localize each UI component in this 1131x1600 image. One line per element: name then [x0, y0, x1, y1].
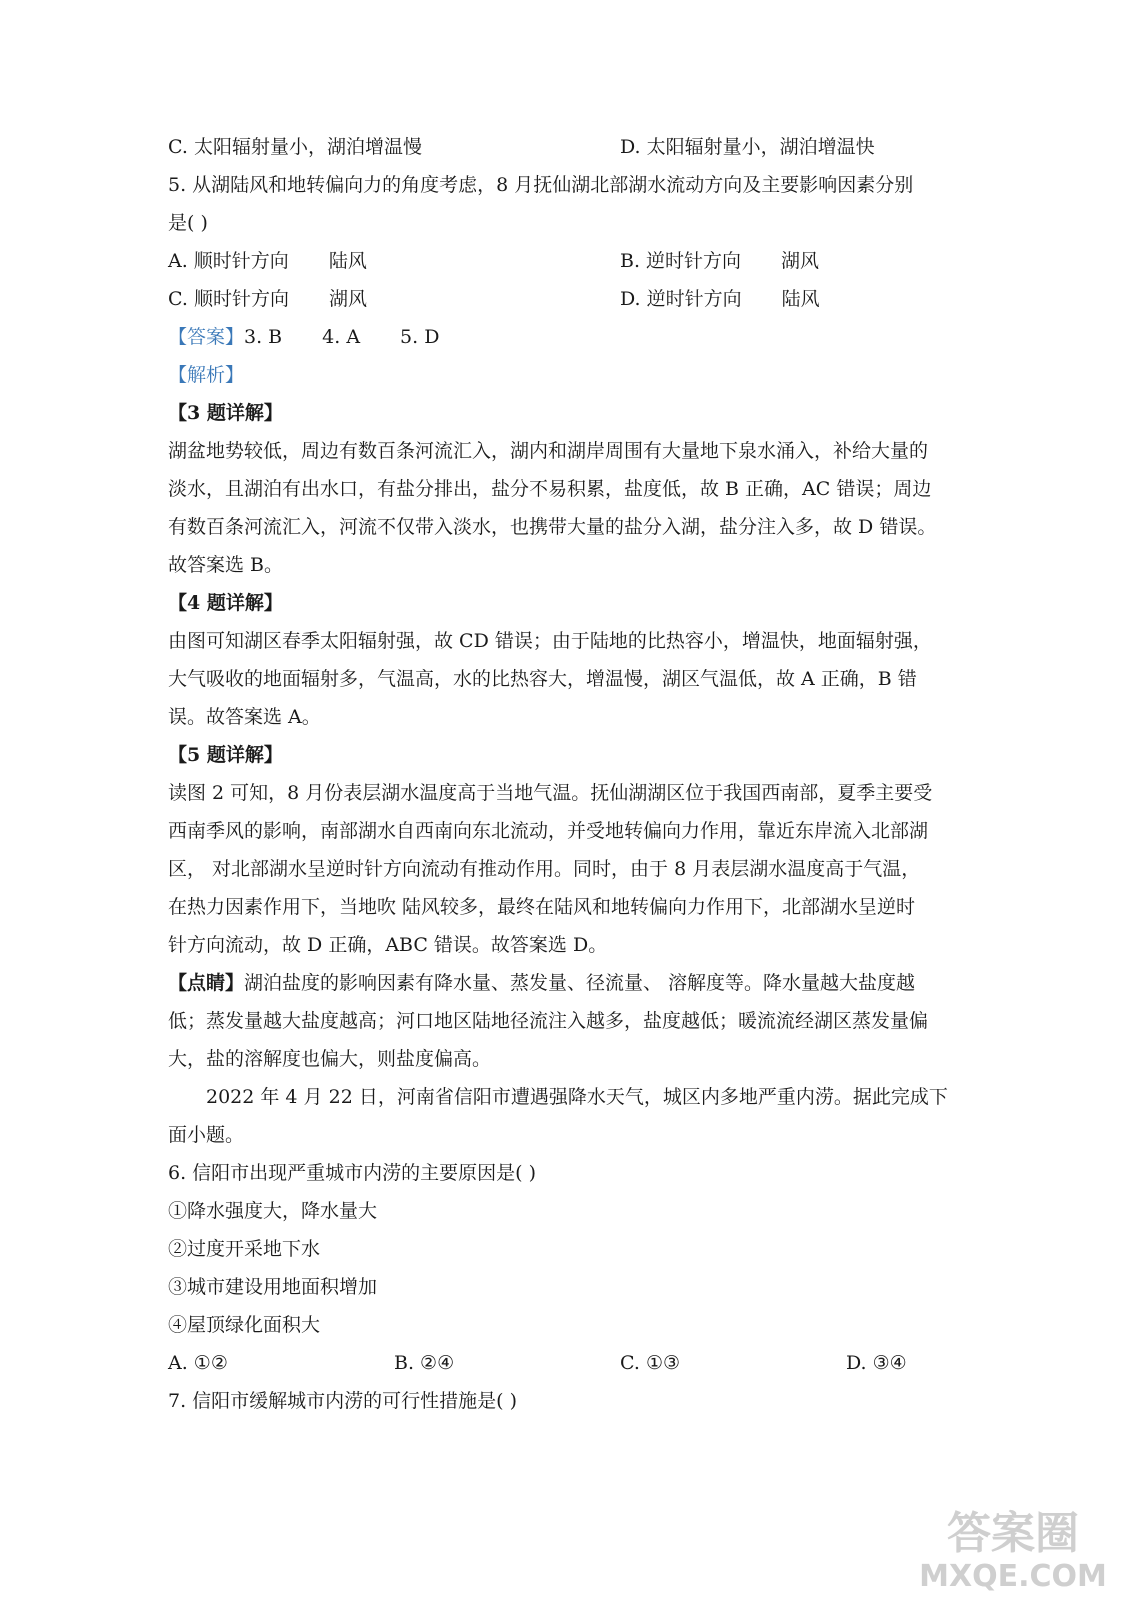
q4-detail-line: 由图可知湖区春季太阳辐射强，故 CD 错误；由于陆地的比热容小，增温快，地面辐射强， [168, 630, 932, 652]
q4-options-cd [168, 128, 958, 166]
tip-tag: 【点睛】 [168, 972, 245, 994]
tip-line-3: 大，盐的溶解度也偏大，则盐度偏高。 [168, 1048, 492, 1070]
q5-stem-line-2: 是( ) [168, 212, 208, 234]
answer-4: 4. A [322, 326, 361, 348]
analysis-tag: 【解析】 [168, 364, 245, 386]
material-line-2: 面小题。 [168, 1124, 245, 1146]
q4-detail-heading: 【4 题详解】 [168, 592, 283, 614]
q6-item: ②过度开采地下水 [168, 1238, 321, 1260]
q5-options-ab [168, 242, 958, 280]
answer-line [168, 318, 958, 356]
q5-detail-line: 读图 2 可知，8 月份表层湖水温度高于当地气温。抚仙湖湖区位于我国西南部，夏季主要受 [168, 782, 933, 804]
q6-option-a: A. ①② [168, 1352, 228, 1374]
q4-detail-line: 大气吸收的地面辐射多，气温高，水的比热容大，增温慢，湖区气温低，故 A 正确，B 错 [168, 668, 917, 690]
tip-line-2: 低；蒸发量越大盐度越高；河口地区陆地径流注入越多，盐度越低；暖流流经湖区蒸发量偏 [168, 1010, 929, 1032]
q4-detail-line: 误。故答案选 A。 [168, 706, 321, 728]
q3-detail-line: 淡水，且湖泊有出水口，有盐分排出，盐分不易积累，盐度低，故 B 正确，AC 错误；周边 [168, 478, 932, 500]
watermark-top: 答案圈 [947, 1508, 1079, 1559]
q5-detail-line: 区， 对北部湖水呈逆时针方向流动有推动作用。同时，由于 8 月表层湖水温度高于气温， [168, 858, 921, 880]
watermark-bottom: MXQE.COM [919, 1559, 1107, 1592]
q5-option-b: B. 逆时针方向 湖风 [620, 250, 820, 272]
q3-detail-line: 湖盆地势较低，周边有数百条河流汇入，湖内和湖岸周围有大量地下泉水涌入，补给大量的 [168, 440, 929, 462]
q5-option-a: A. 顺时针方向 陆风 [168, 250, 367, 272]
q4-option-c: C. 太阳辐射量小，湖泊增温慢 [168, 136, 422, 158]
q5-options-cd [168, 280, 958, 318]
q6-option-d: D. ③④ [846, 1352, 907, 1374]
q3-detail-line: 故答案选 B。 [168, 554, 284, 576]
q3-detail-line: 有数百条河流汇入，河流不仅带入淡水，也携带大量的盐分入湖，盐分注入多，故 D 错误。 [168, 516, 937, 538]
answer-5: 5. D [400, 326, 440, 348]
q6-options [168, 1344, 958, 1382]
q6-item: ①降水强度大，降水量大 [168, 1200, 378, 1222]
q5-detail-line: 在热力因素作用下，当地吹 陆风较多，最终在陆风和地转偏向力作用下，北部湖水呈逆时 [168, 896, 916, 918]
material-line-1: 2022 年 4 月 22 日，河南省信阳市遭遇强降水天气，城区内多地严重内涝。据此完成下 [206, 1086, 948, 1108]
q7-stem: 7. 信阳市缓解城市内涝的可行性措施是( ) [168, 1390, 518, 1412]
document-page [168, 128, 958, 1420]
q5-option-d: D. 逆时针方向 陆风 [620, 288, 820, 310]
answer-3: 3. B [244, 326, 283, 348]
q5-option-c: C. 顺时针方向 湖风 [168, 288, 367, 310]
q5-stem-line-1: 5. 从湖陆风和地转偏向力的角度考虑，8 月抚仙湖北部湖水流动方向及主要影响因素分别 [168, 174, 914, 196]
q6-item: ③城市建设用地面积增加 [168, 1276, 378, 1298]
q5-detail-line: 西南季风的影响，南部湖水自西南向东北流动，并受地转偏向力作用，靠近东岸流入北部湖 [168, 820, 929, 842]
tip-line-1: 【点睛】湖泊盐度的影响因素有降水量、蒸发量、径流量、 溶解度等。降水量越大盐度越 [168, 972, 916, 994]
q6-stem: 6. 信阳市出现严重城市内涝的主要原因是( ) [168, 1162, 537, 1184]
q4-option-d: D. 太阳辐射量小，湖泊增温快 [620, 136, 875, 158]
q6-option-b: B. ②④ [394, 1352, 455, 1374]
answer-tag: 【答案】 [168, 326, 245, 348]
q6-item: ④屋顶绿化面积大 [168, 1314, 321, 1336]
watermark-logo [913, 1500, 1113, 1592]
q5-detail-line: 针方向流动，故 D 正确，ABC 错误。故答案选 D。 [168, 934, 608, 956]
q5-detail-heading: 【5 题详解】 [168, 744, 283, 766]
q3-detail-heading: 【3 题详解】 [168, 402, 283, 424]
q6-option-c: C. ①③ [620, 1352, 681, 1374]
